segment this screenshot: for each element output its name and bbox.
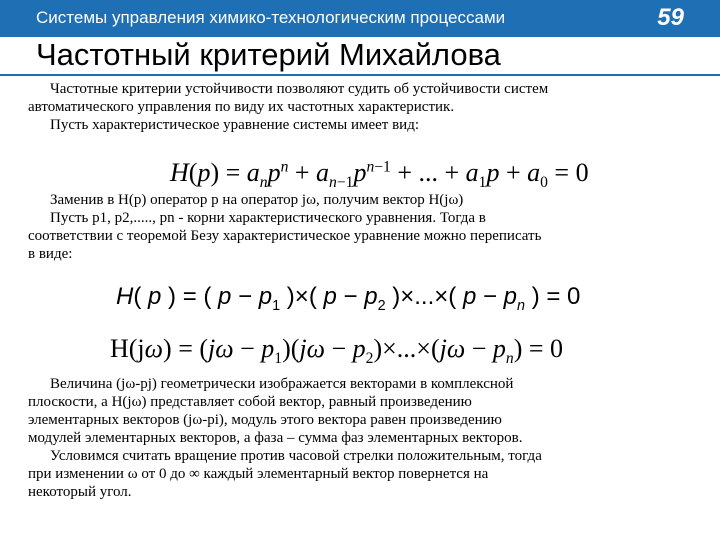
text-line: Пусть p1, p2,....., pn - корни характеристического уравнения. Тогда в — [50, 210, 486, 226]
equation-characteristic: $H(p) = a_np^n + a_{n-1}p^{n-1}$ + ... + $a_1p + a_0 = 0$ — [170, 158, 589, 192]
title-divider — [0, 74, 720, 76]
text-line: Пусть характеристическое уравнение системы имеет вид: — [50, 117, 419, 133]
page-number: 59 — [657, 4, 684, 31]
paragraph-substitution — [28, 191, 684, 263]
text-line: Условимся считать вращение против часовой стрелки положительным, тогда — [50, 448, 542, 464]
text-line: Частотные критерии устойчивости позволяют судить об устойчивости систем — [50, 81, 549, 97]
text-line: Величина (jω-pj) геометрически изображается векторами в комплексной — [50, 376, 514, 392]
text-line: некоторый угол. — [28, 484, 132, 500]
text-line: автоматического управления по виду их частотных характеристик. — [28, 99, 455, 115]
paragraph-rotation — [28, 447, 684, 501]
text-line: Заменив в H(p) оператор р на оператор jω, получим вектор H(jω) — [50, 192, 464, 208]
equation-frequency: $H(j\omega) = (j\omega - p_1)(j\omega - p_2)\times...\times(j\omega - p_n) = 0$ — [110, 334, 564, 368]
header-title: Системы управления химико-технологическим процессами — [36, 8, 506, 27]
text-line: в виде: — [28, 246, 73, 262]
equation-factored: H( p ) = ( $p - p_1$ )×( $p - p_2$ )×...×( $p - p_n$ ) = 0 — [116, 283, 581, 314]
slide-title: Частотный критерий Михайлова — [36, 37, 501, 72]
header-bar — [0, 0, 720, 37]
paragraph-vectors — [28, 375, 684, 447]
text-line: при изменении ω от 0 до ∞ каждый элементарный вектор повернется на — [28, 466, 489, 482]
text-line: плоскости, а H(jω) представляет собой вектор, равный произведению — [28, 394, 472, 410]
text-line: модулей элементарных векторов, а фаза – сумма фаз элементарных векторов. — [28, 430, 523, 446]
paragraph-intro — [28, 80, 684, 134]
text-line: соответствии с теоремой Безу характеристическое уравнение можно переписать — [28, 228, 542, 244]
text-line: элементарных векторов (jω-pi), модуль этого вектора равен произведению — [28, 412, 502, 428]
